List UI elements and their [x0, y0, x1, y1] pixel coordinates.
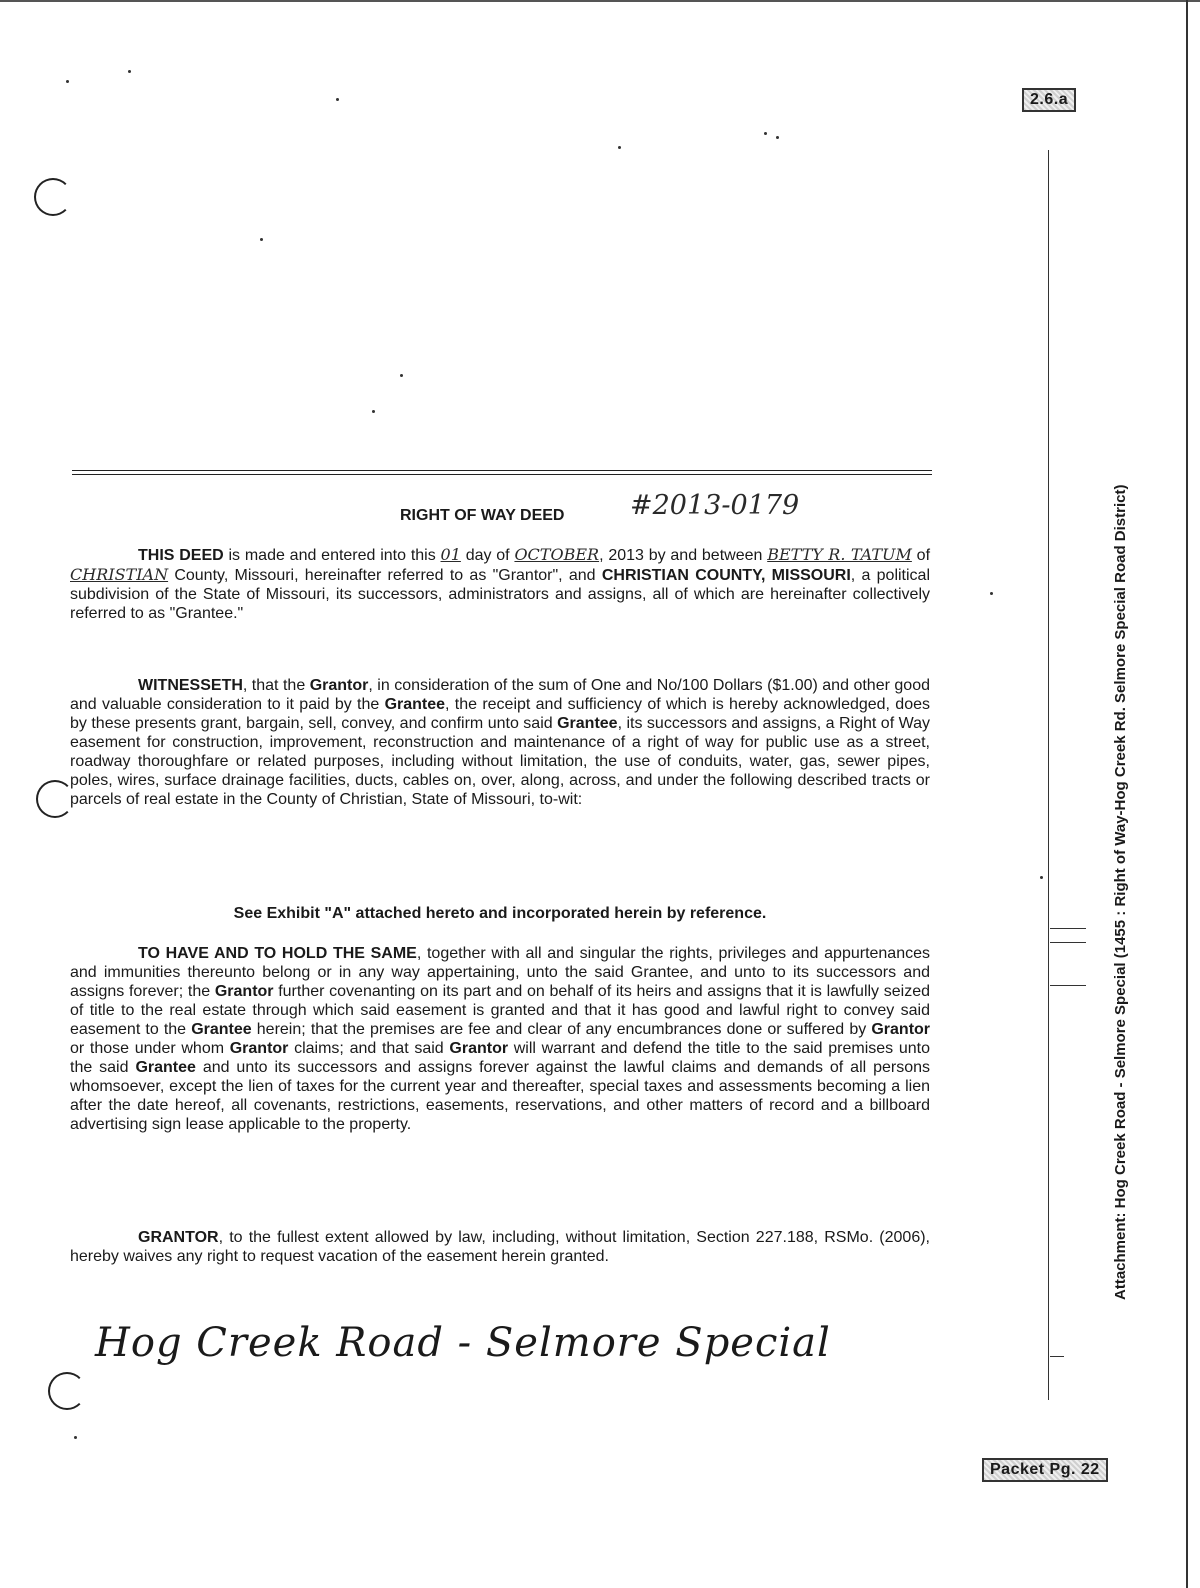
header-rule [72, 474, 932, 475]
waiver-paragraph: GRANTOR, to the fullest extent allowed by law, including, without limitation, Section 227.188, RSMo. (2006), hereby waives any right to request vacation of the easement herein granted. [70, 1229, 930, 1265]
scan-speck [1040, 876, 1043, 879]
header-rule [72, 470, 932, 471]
witnesseth-paragraph: WITNESSETH, that the Grantor, in consideration of the sum of One and No/100 Dollars ($1.00) and other good and valuable consideration to it paid by the Grantee, the receipt and sufficiency of which is hereby acknowledged, does by these presents grant, bargain, sell, convey, and confirm unto said Grantee, its successors and assigns, a Right of Way easement for construction, improvement, reconstruction and maintenance of a right of way for public use as a street, roadway thoroughfare or related purposes, including without limitation, the use of conduits, water, gas, sewer pipes, poles, wires, surface drainage facilities, ducts, cables on, over, along, across, and under the following described tracts or parcels of real estate in the County of Christian, State of Missouri, to-wit: [70, 677, 931, 808]
habendum-paragraph: TO HAVE AND TO HOLD THE SAME, together with all and singular the rights, privileges and appurtenances and immunities thereunto belong or in any way appertaining, unto the said Grantee, and unto to its successors and assigns forever; the Grantor further covenanting on its part and on behalf of its heirs and assigns that it is lawfully seized of title to the real estate through which said easement is granted and that it has good and lawful right to convey said easement to the Grantee herein; that the premises are fee and clear of any encumbrances done or suffered by Grantor or those under whom Grantor claims; and that said Grantor will warrant and defend the title to the said premises unto the said Grantee and unto its successors and assigns forever against the lawful claims and demands of all persons whomsoever, except the lien of taxes for the current year and thereafter, special taxes and assessments becoming a lien after the date hereof, all covenants, restrictions, easements, reservations, and other matters of record and a billboard advertising sign lease applicable to the property. [70, 945, 931, 1133]
scan-edge-right [1186, 0, 1188, 1588]
scan-speck [372, 410, 375, 413]
scan-speck [74, 1436, 77, 1439]
agenda-item-tag: 2.6.a [1022, 88, 1076, 112]
handwritten-county: CHRISTIAN [70, 565, 169, 584]
intro-paragraph: THIS DEED is made and entered into this 01 day of OCTOBER, 2013 by and between BETTY R. TATUM of CHRISTIAN County, Missouri, hereinafter referred to as "Grantor", and CHRISTIAN COUNTY, MISSOURI, a political subdivision of the State of Missouri, its successors, administrators and assigns, all of which are hereinafter collectively referred to as "Grantee." [70, 545, 931, 622]
scan-speck [66, 80, 69, 83]
attachment-side-label: Attachment: Hog Creek Road - Selmore Special (1455 : Right of Way-Hog Creek Rd. Selmore Special Road District) [1112, 484, 1129, 1300]
side-margin-line [1048, 150, 1049, 1400]
scan-speck [400, 374, 403, 377]
scan-edge-top [0, 0, 1200, 2]
handwritten-month: OCTOBER [514, 545, 600, 564]
handwritten-day: 01 [440, 545, 461, 564]
scan-speck [764, 132, 767, 135]
handwritten-grantor-name: BETTY R. TATUM [767, 545, 912, 564]
scan-speck [336, 98, 339, 101]
side-mark [1050, 928, 1086, 929]
deed-number-handwritten: #2013-0179 [630, 490, 800, 521]
scan-speck [260, 238, 263, 241]
side-mark [1050, 942, 1086, 943]
exhibit-reference: See Exhibit "A" attached hereto and incorporated herein by reference. [233, 905, 767, 922]
punch-hole-mark [48, 1372, 86, 1410]
document-title: RIGHT OF WAY DEED [400, 507, 565, 524]
handwritten-note: Hog Creek Road - Selmore Special [95, 1320, 831, 1366]
punch-hole-mark [36, 780, 74, 818]
scan-speck [990, 592, 993, 595]
scan-speck [618, 146, 621, 149]
side-mark [1050, 985, 1086, 986]
scan-speck [776, 136, 779, 139]
scan-speck [128, 70, 131, 73]
side-mark [1050, 1356, 1064, 1357]
punch-hole-mark [34, 178, 72, 216]
packet-page-tag: Packet Pg. 22 [982, 1458, 1108, 1482]
